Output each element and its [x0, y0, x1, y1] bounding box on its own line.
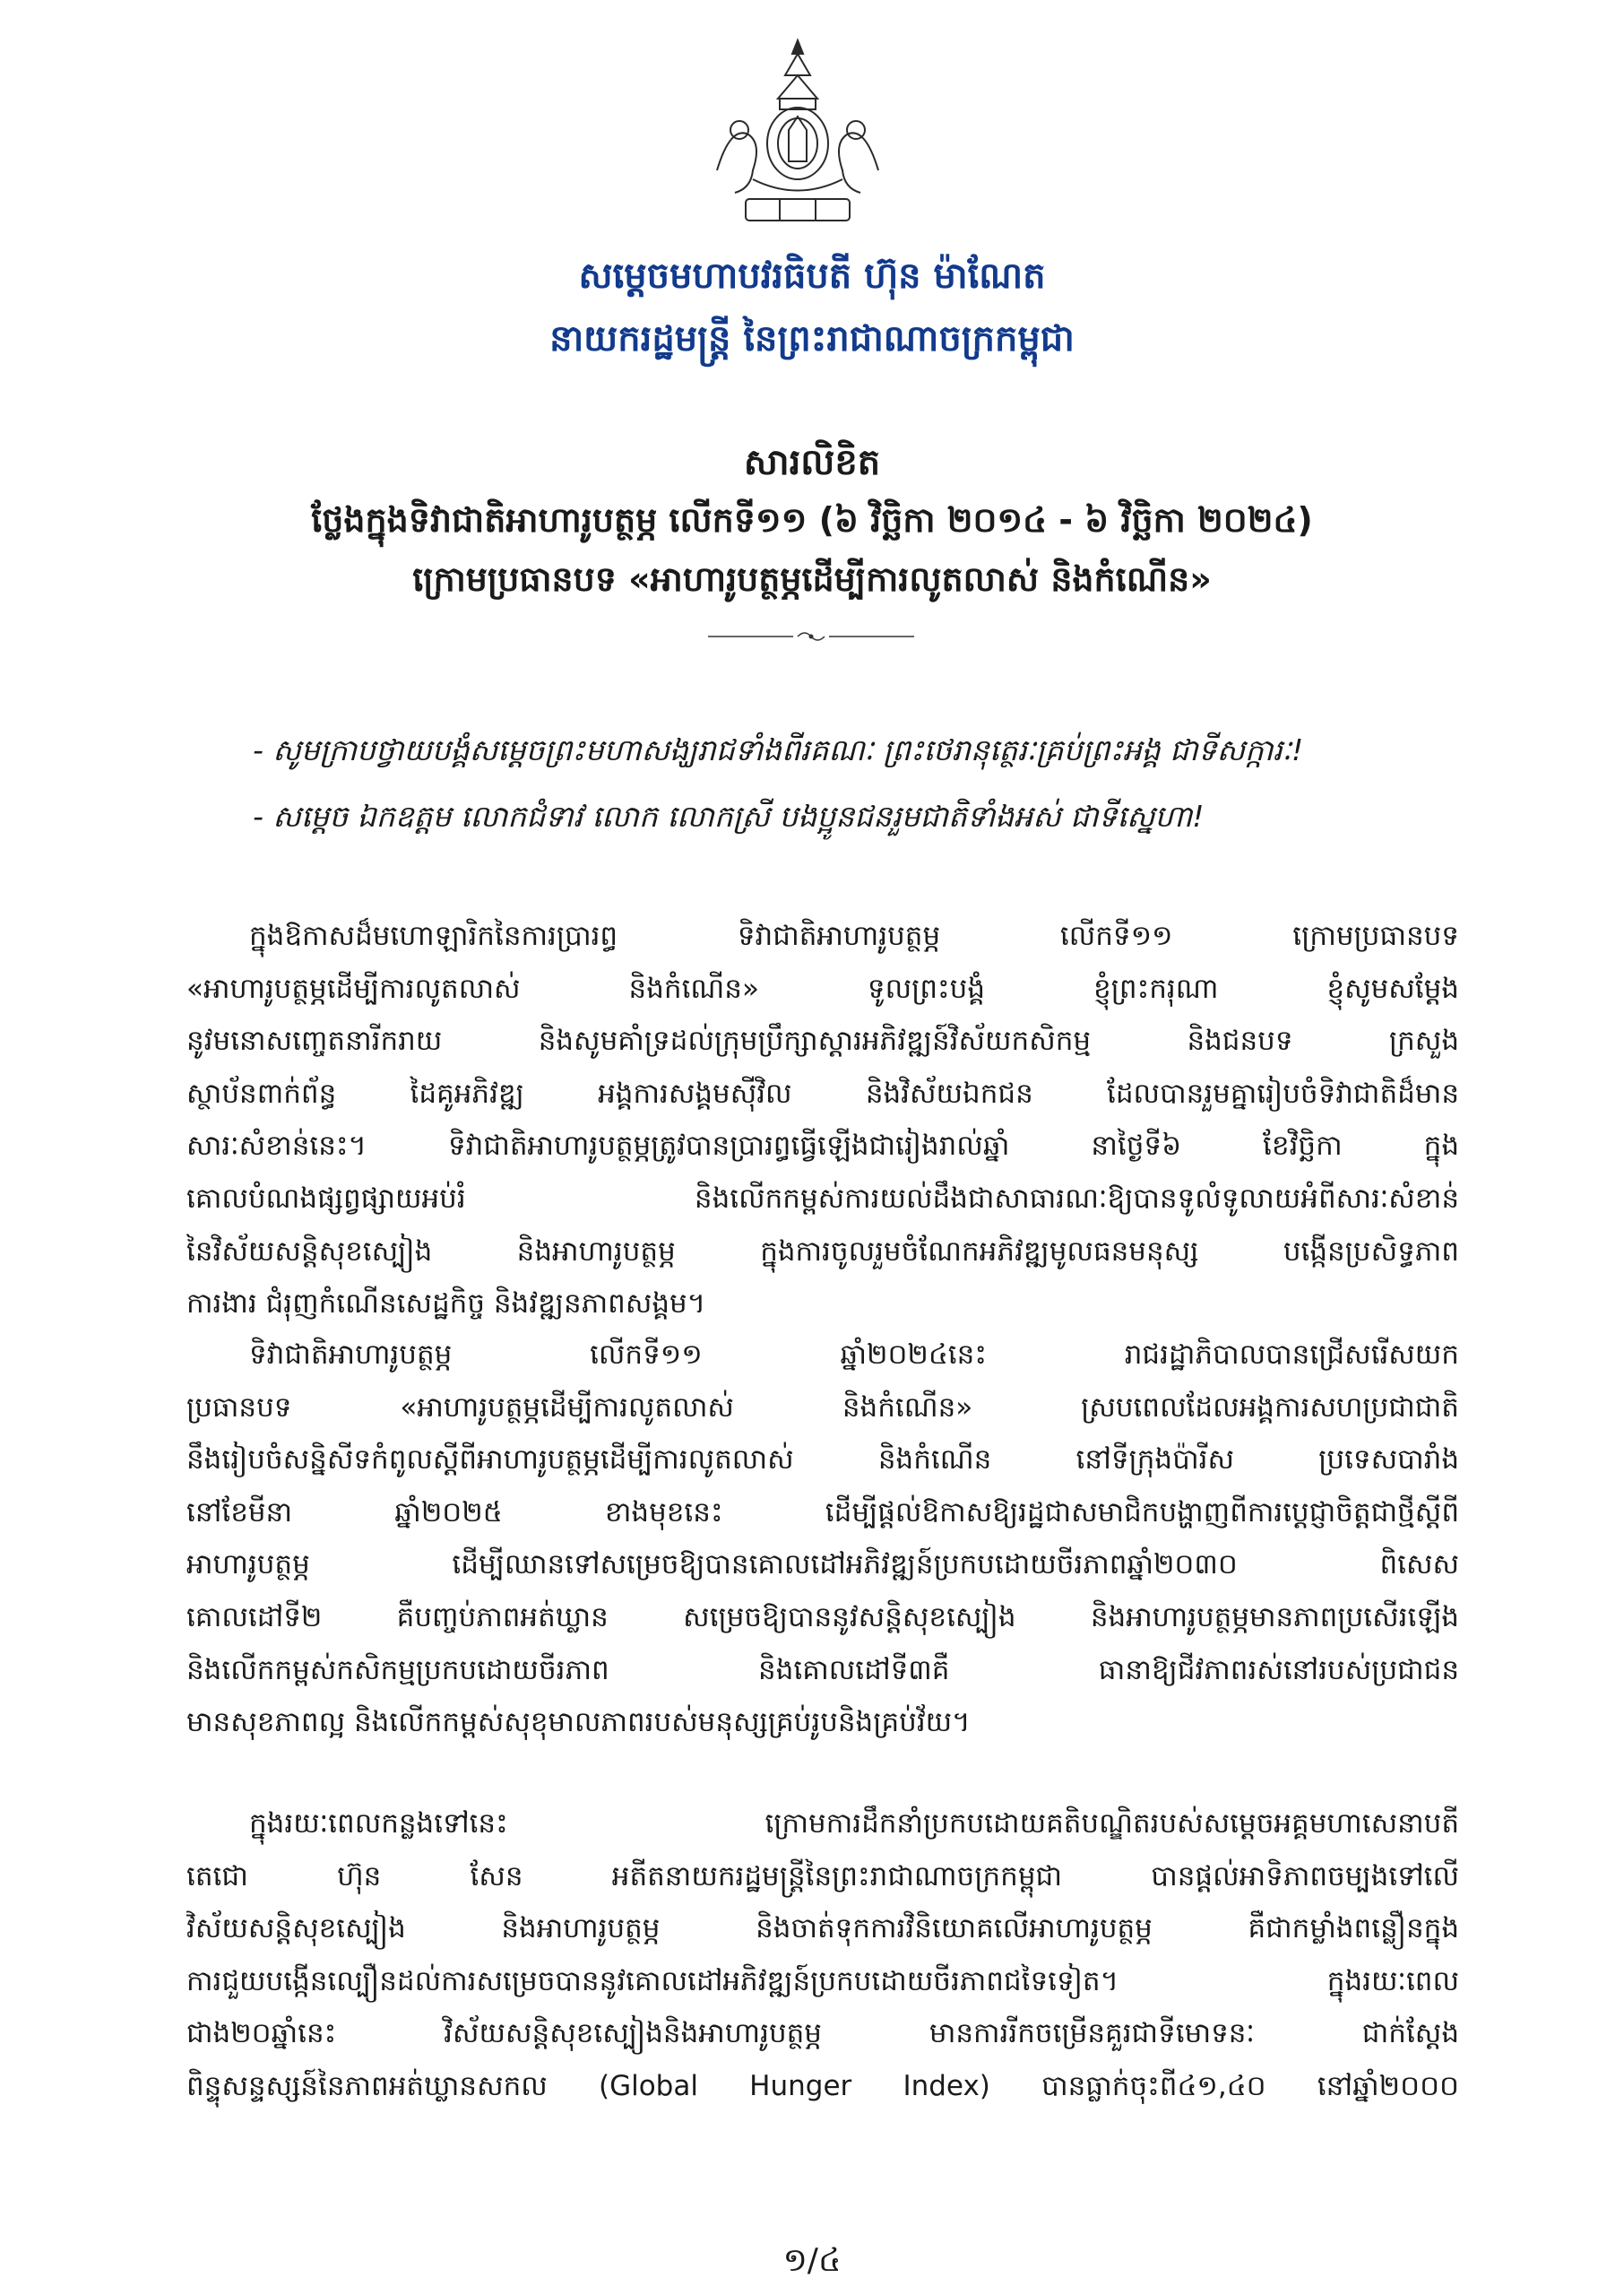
text-line: ក្នុងឱកាសដ៏មហោឡារិកនៃការប្រារព្ធ ទិវាជាតិអាហារូបត្ថម្ភ លើកទី១១ ក្រោមប្រធានបទ — [249, 920, 1459, 952]
royal-coat-of-arms-emblem — [699, 36, 896, 229]
document-theme: ក្រោមប្រធានបទ «អាហារូបត្ថម្ភដើម្បីការលូតលាស់ និងកំណើន» — [412, 559, 1212, 599]
document-title: សារលិខិត — [743, 442, 881, 483]
divider-ornament — [708, 628, 914, 645]
salutation-monks: - សូមក្រាបថ្វាយបង្គំសម្តេចព្រះមហាសង្ឃរាជទាំងពីរគណៈ ព្រះថេរានុត្ថេរៈគ្រប់ព្រះអង្គ ជាទីសក្ការៈ! — [253, 732, 1304, 767]
page-number: ១/៤ — [782, 2242, 842, 2279]
text-line: ក្នុងរយៈពេលកន្លងទៅនេះ ក្រោមការដឹកនាំប្រកបដោយគតិបណ្ឌិតរបស់សម្តេចអគ្គមហាសេនាបតី — [249, 1807, 1459, 1840]
text-line: ការជួយបង្កើនល្បឿនដល់ការសម្រេចបាននូវគោលដៅអភិវឌ្ឍន៍ប្រកបដោយចីរភាពជទៃទៀត។ ក្នុងរយៈពេល — [186, 1964, 1459, 1997]
text-line: «អាហារូបត្ថម្ភដើម្បីការលូតលាស់ និងកំណើន» ទូលព្រះបង្គំ ខ្ញុំព្រះករុណា ខ្ញុំសូមសម្តែង — [186, 972, 1459, 1005]
text-line: ស្ថាប័នពាក់ព័ន្ធ ដៃគូអភិវឌ្ឍ អង្គការសង្គមស៊ីវិល និងវិស័យឯកជន ដែលបានរួមគ្នារៀបចំទិវាជាតិដ៏មាន — [186, 1077, 1459, 1110]
text-line: នូវមនោសញ្ចេតនារីករាយ និងសូមគាំទ្រដល់ក្រុមប្រឹក្សាស្តារអភិវឌ្ឍន៍វិស័យកសិកម្ម និងជនបទ ក្រសួង — [186, 1025, 1459, 1058]
paragraph-intro — [186, 910, 1459, 1330]
text-line: ការងារ ជំរុញកំណើនសេដ្ឋកិច្ច និងវឌ្ឍនភាពសង្គម។ — [186, 1287, 706, 1321]
text-line: អាហារូបត្ថម្ភ ដើម្បីឈានទៅសម្រេចឱ្យបានគោលដៅអភិវឌ្ឍន៍ប្រកបដោយចីរភាពឆ្នាំ២០៣០ ពិសេស — [186, 1548, 1459, 1581]
text-line: នៅខែមីនា ឆ្នាំ២០២៥ ខាងមុខនេះ ដើម្បីផ្តល់ឱកាសឱ្យរដ្ឋជាសមាជិកបង្ហាញពីការប្តេជ្ញាចិត្តជាថ្មីស្តីពី — [186, 1495, 1459, 1529]
text-line: គោលបំណងផ្សព្វផ្សាយអប់រំ និងលើកកម្ពស់ការយល់ដឹងជាសាធារណៈឱ្យបានទូលំទូលាយអំពីសារៈសំខាន់ — [186, 1182, 1459, 1215]
text-line: ជាង២០ឆ្នាំនេះ វិស័យសន្តិសុខស្បៀងនិងអាហារូបត្ថម្ភ មានការរីកចម្រើនគួរជាទីមោទនៈ ជាក់ស្តែង — [186, 2017, 1459, 2050]
text-line: គោលដៅទី២ គឺបញ្ចប់ភាពអត់ឃ្លាន សម្រេចឱ្យបាននូវសន្តិសុខស្បៀង និងអាហារូបត្ថម្ភមានភាពប្រសើរឡើង — [186, 1600, 1459, 1633]
text-line: ពិន្ទុសន្ទស្សន៍នៃភាពអត់ឃ្លានសកល (Global Hunger Index) បានធ្លាក់ចុះពី៤១,៤០ នៅឆ្នាំ២០០០ — [186, 2069, 1459, 2102]
text-line: ទិវាជាតិអាហារូបត្ថម្ភ លើកទី១១ ឆ្នាំ២០២៤នេះ រាជរដ្ឋាភិបាលបានជ្រើសរើសយក — [249, 1338, 1459, 1371]
minister-name: សម្តេចមហាបវរធិបតី ហ៊ុន ម៉ាណែត — [578, 255, 1046, 297]
paragraph-progress — [186, 1797, 1459, 2113]
text-line: ប្រធានបទ «អាហារូបត្ថម្ភដើម្បីការលូតលាស់ និងកំណើន» ស្របពេលដែលអង្គការសហប្រជាជាតិ — [186, 1390, 1459, 1424]
text-line: តេជោ ហ៊ុន សែន អតីតនាយករដ្ឋមន្ត្រីនៃព្រះរាជាណាចក្រកម្ពុជា បានផ្តល់អាទិភាពចម្បងទៅលើ — [186, 1859, 1459, 1892]
paragraph-theme — [186, 1329, 1459, 1749]
text-line: នឹងរៀបចំសន្និសីទកំពូលស្តីពីអាហារូបត្ថម្ភដើម្បីការលូតលាស់ និងកំណើន នៅទីក្រុងប៉ារីស ប្រទេសបារាំង — [186, 1443, 1459, 1477]
text-line: និងលើកកម្ពស់កសិកម្មប្រកបដោយចីរភាព និងគោលដៅទី៣គឺ ធានាឱ្យជីវភាពរស់នៅរបស់ប្រជាជន — [186, 1653, 1459, 1686]
text-line: នៃវិស័យសន្តិសុខស្បៀង និងអាហារូបត្ថម្ភ ក្នុងការចូលរួមចំណែកអភិវឌ្ឍមូលធនមនុស្ស បង្កើនប្រសិទ្ធភាព — [186, 1234, 1459, 1268]
minister-title: នាយករដ្ឋមន្ត្រី នៃព្រះរាជាណាចក្រកម្ពុជា — [549, 318, 1075, 359]
document-subtitle: ថ្លែងក្នុងទិវាជាតិអាហារូបត្ថម្ភ លើកទី១១ (៦ វិច្ឆិកា ២០១៤ - ៦ វិច្ឆិកា ២០២៤) — [311, 500, 1313, 540]
salutation-audience: - សម្តេច ឯកឧត្តម លោកជំទាវ លោក លោកស្រី បងប្អូនជនរួមជាតិទាំងអស់ ជាទីស្នេហា! — [253, 799, 1205, 834]
text-line: វិស័យសន្តិសុខស្បៀង និងអាហារូបត្ថម្ភ និងចាត់ទុកការវិនិយោគលើអាហារូបត្ថម្ភ គឺជាកម្លាំងពន្លឿនក្នុង — [186, 1912, 1459, 1945]
text-line: សារៈសំខាន់នេះ។ ទិវាជាតិអាហារូបត្ថម្ភត្រូវបានប្រារព្ធធ្វើឡើងជារៀងរាល់ឆ្នាំ នាថ្ងៃទី៦ ខែវិច្ឆិកា ក្នុង — [186, 1130, 1459, 1163]
text-line: មានសុខភាពល្អ និងលើកកម្ពស់សុខុមាលភាពរបស់មនុស្សគ្រប់រូបនិងគ្រប់វ័យ។ — [186, 1706, 971, 1739]
salutations — [253, 717, 1436, 850]
